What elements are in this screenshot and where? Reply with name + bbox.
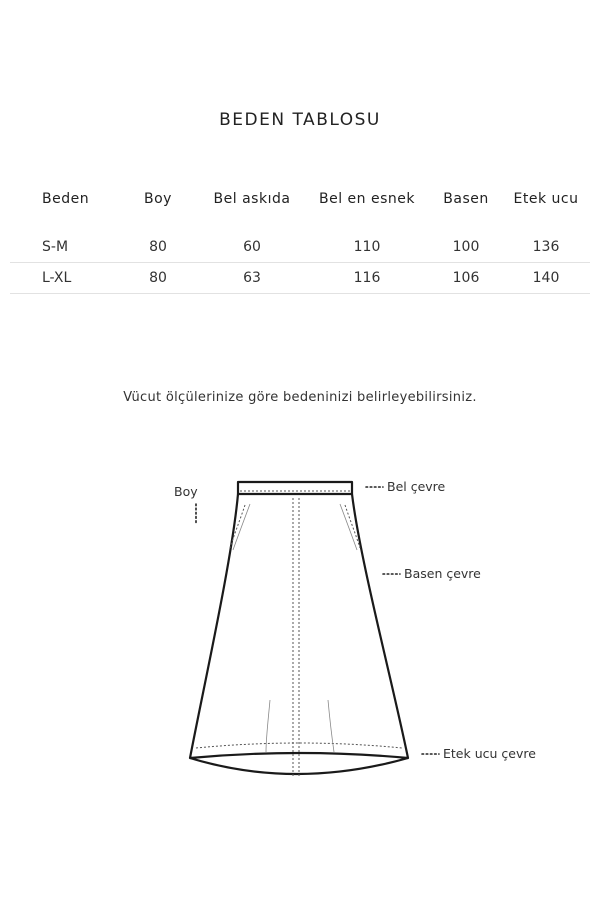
cell-basen: 100 xyxy=(430,232,502,263)
cell-bel-askida: 63 xyxy=(200,263,304,294)
header-boy: Boy xyxy=(144,191,172,207)
page-title: BEDEN TABLOSU xyxy=(219,110,381,130)
label-bel-cevre: Bel çevre xyxy=(387,479,446,494)
cell-bel-en-esnek: 116 xyxy=(304,263,430,294)
header-bel-askida: Bel askıda xyxy=(213,191,291,207)
table-row xyxy=(10,263,590,294)
measure-dots xyxy=(196,487,439,754)
header-basen: Basen xyxy=(443,191,489,207)
cell-boy: 80 xyxy=(116,232,200,263)
skirt-diagram xyxy=(0,460,600,800)
header-bel-en-esnek: Bel en esnek xyxy=(319,191,415,207)
label-etek-ucu-cevre: Etek ucu çevre xyxy=(443,746,536,761)
size-note: Vücut ölçülerinize göre bedeninizi belirleyebilirsiniz. xyxy=(123,390,477,405)
skirt-stitching xyxy=(196,491,402,778)
skirt-pocket-lines xyxy=(233,504,357,752)
cell-boy: 80 xyxy=(116,263,200,294)
table-header-row xyxy=(10,186,590,212)
table-row xyxy=(10,232,590,263)
size-table xyxy=(10,186,590,294)
cell-etek-ucu: 136 xyxy=(502,232,590,263)
cell-size: L-XL xyxy=(10,263,116,294)
label-boy: Boy xyxy=(174,484,198,499)
cell-bel-en-esnek: 110 xyxy=(304,232,430,263)
header-beden: Beden xyxy=(42,191,90,207)
cell-etek-ucu: 140 xyxy=(502,263,590,294)
cell-basen: 106 xyxy=(430,263,502,294)
label-basen-cevre: Basen çevre xyxy=(404,566,481,581)
cell-bel-askida: 60 xyxy=(200,232,304,263)
header-etek-ucu: Etek ucu xyxy=(513,191,579,207)
cell-size: S-M xyxy=(10,232,116,263)
